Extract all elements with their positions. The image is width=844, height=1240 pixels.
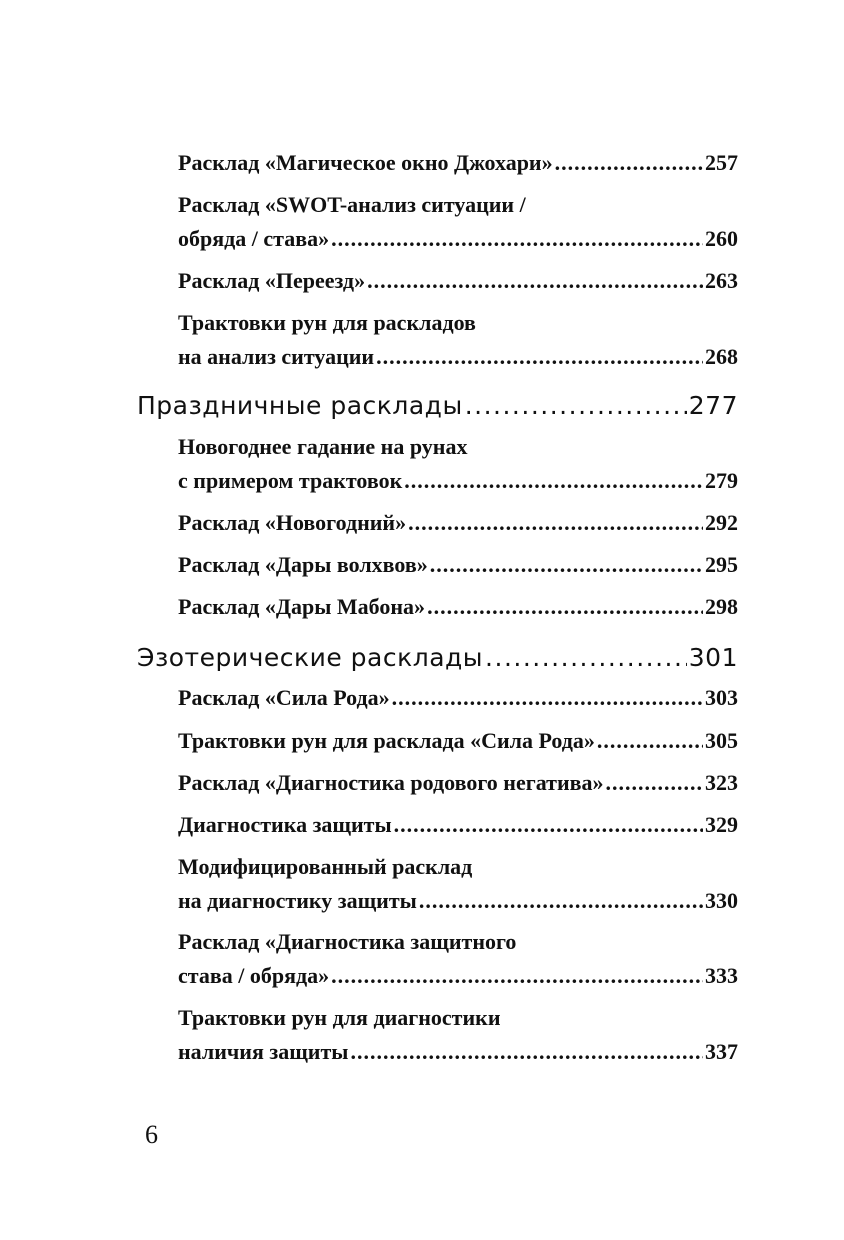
toc-entry-title: Расклад «Магическое окно Джохари» [178, 150, 553, 175]
toc-entry-title: Расклад «Дары Мабона» [178, 594, 426, 619]
toc-entry-title: Трактовки рун для диагностики [178, 1005, 501, 1030]
toc-entry-title: Трактовки рун для раскладов [178, 310, 476, 335]
page-folio-number: 6 [145, 1120, 158, 1149]
leader-dots [367, 264, 703, 298]
toc-page-number: 303 [705, 685, 738, 710]
leader-dots [465, 388, 687, 424]
toc-page-number: 298 [705, 594, 738, 619]
leader-dots [331, 959, 703, 993]
toc-entry-title: Трактовки рун для расклада «Сила Рода» [178, 728, 595, 753]
toc-entry-title-continued: с примером трактовок [178, 468, 403, 493]
toc-entry [178, 766, 738, 800]
leader-dots [350, 1035, 703, 1069]
toc-entry-title: Расклад «Переезд» [178, 268, 366, 293]
toc-entry-title: Модифицированный расклад [178, 854, 473, 879]
toc-page-number: 305 [705, 728, 738, 753]
leader-dots [427, 590, 703, 624]
toc-page-number: 301 [688, 643, 738, 672]
toc-page-number: 337 [705, 1039, 738, 1064]
leader-dots [606, 766, 704, 800]
toc-section-title: Праздничные расклады [137, 391, 463, 420]
toc-entry [178, 306, 738, 374]
toc-entry-title: Расклад «Дары волхвов» [178, 552, 428, 577]
toc-entry [178, 681, 738, 715]
leader-dots [404, 464, 703, 498]
leader-dots [376, 340, 703, 374]
toc-entry-title-continued: наличия защиты [178, 1039, 349, 1064]
toc-page-number: 330 [705, 888, 738, 913]
toc-page-number: 260 [705, 226, 738, 251]
toc-entry [178, 724, 738, 758]
toc-entry-title-continued: става / обряда» [178, 963, 330, 988]
toc-page-number: 323 [705, 770, 738, 795]
toc-page-number: 279 [705, 468, 738, 493]
toc-page-number: 295 [705, 552, 738, 577]
toc-page-number: 333 [705, 963, 738, 988]
toc-entry [178, 590, 738, 624]
toc-entry-title-continued: на анализ ситуации [178, 344, 375, 369]
leader-dots [430, 548, 703, 582]
toc-entry-title-continued: на диагностику защиты [178, 888, 417, 913]
toc-entry [178, 264, 738, 298]
toc-entry [178, 925, 738, 993]
toc-entry-title-continued: обряда / става» [178, 226, 330, 251]
toc-page-number: 277 [688, 391, 738, 420]
toc-page-number: 292 [705, 510, 738, 535]
toc-section-title: Эзотерические расклады [137, 643, 484, 672]
leader-dots [394, 808, 703, 842]
toc-entry-title: Расклад «Диагностика защитного [178, 929, 517, 954]
toc-entry [178, 506, 738, 540]
leader-dots [419, 884, 703, 918]
leader-dots [331, 222, 703, 256]
toc-entry-title: Новогоднее гадание на рунах [178, 434, 468, 459]
toc-entry [178, 146, 738, 180]
toc-section-heading [137, 388, 738, 424]
toc-entry [178, 850, 738, 918]
toc-entry [178, 188, 738, 256]
leader-dots [392, 681, 703, 715]
toc-entry [178, 430, 738, 498]
toc-entry [178, 548, 738, 582]
toc-page-number: 268 [705, 344, 738, 369]
toc-page-number: 329 [705, 812, 738, 837]
toc-entry-title: Расклад «Сила Рода» [178, 685, 390, 710]
toc-entry-title: Расклад «Диагностика родового негатива» [178, 770, 604, 795]
toc-entry [178, 808, 738, 842]
toc-entry-title: Расклад «SWOT-анализ ситуации / [178, 192, 526, 217]
toc-page-number: 263 [705, 268, 738, 293]
leader-dots [408, 506, 703, 540]
toc-entry [178, 1001, 738, 1069]
leader-dots [485, 640, 687, 676]
toc-section-heading [137, 640, 738, 676]
leader-dots [597, 724, 703, 758]
toc-entry-title: Диагностика защиты [178, 812, 392, 837]
toc-entry-title: Расклад «Новогодний» [178, 510, 407, 535]
toc-page-number: 257 [705, 150, 738, 175]
leader-dots [555, 146, 703, 180]
